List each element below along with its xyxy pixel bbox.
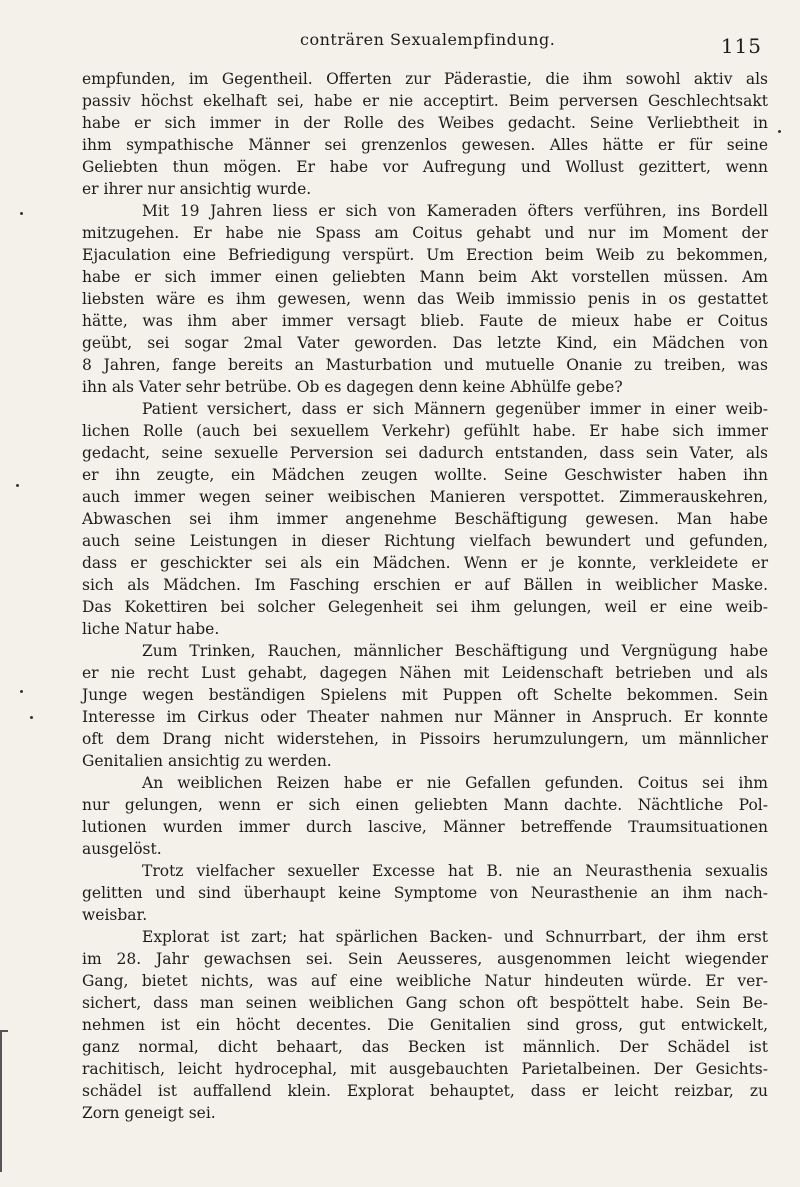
text-line: ihn als Vater sehr betrübe. Ob es dagegen denn keine Abhülfe gebe?: [82, 378, 623, 396]
paragraph: [82, 640, 768, 772]
paragraph: [82, 68, 768, 200]
text-line: Das Kokettiren bei solcher Gelegenheit sei ihm gelungen, weil er eine weib-: [82, 598, 768, 616]
text-line: passiv höchst ekelhaft sei, habe er nie acceptirt. Beim perversen Geschlechtsakt: [82, 92, 768, 110]
text-line: hätte, was ihm aber immer versagt blieb. Faute de mieux habe er Coitus: [82, 312, 768, 330]
text-line: Abwaschen sei ihm immer angenehme Beschäftigung gewesen. Man habe: [82, 510, 768, 528]
margin-mark: [20, 690, 23, 693]
text-line: nur gelungen, wenn er sich einen geliebten Mann dachte. Nächtliche Pol-: [82, 796, 768, 814]
text-line: ausgelöst.: [82, 840, 162, 858]
text-line: Explorat ist zart; hat spärlichen Backen- und Schnurrbart, der ihm erst: [142, 928, 768, 946]
text-line: Mit 19 Jahren liess er sich von Kameraden öfters verführen, ins Bordell: [142, 202, 768, 220]
text-line: ihm sympathische Männer sei grenzenlos gewesen. Alles hätte er für seine: [82, 136, 768, 154]
text-line: Junge wegen beständigen Spielens mit Puppen oft Schelte bekommen. Sein: [82, 686, 768, 704]
text-line: er ihrer nur ansichtig wurde.: [82, 180, 312, 198]
margin-mark: [16, 484, 19, 487]
text-line: geübt, sei sogar 2mal Vater geworden. Das letzte Kind, ein Mädchen von: [82, 334, 768, 352]
text-line: lutionen wurden immer durch lascive, Männer betreffende Traumsituationen: [82, 818, 768, 836]
paragraph: [82, 772, 768, 860]
text-line: Gang, bietet nichts, was auf eine weibliche Natur hindeuten würde. Er ver-: [82, 972, 768, 990]
text-line: Genitalien ansichtig zu werden.: [82, 752, 332, 770]
text-line: schädel ist auffallend klein. Explorat behauptet, dass er leicht reizbar, zu: [82, 1082, 768, 1100]
text-line: gelitten und sind überhaupt keine Symptome von Neurasthenie an ihm nach-: [82, 884, 768, 902]
margin-mark: [20, 212, 23, 215]
text-line: im 28. Jahr gewachsen sei. Sein Aeusseres, ausgenommen leicht wiegender: [82, 950, 768, 968]
page-number: 115: [720, 34, 762, 58]
text-line: weisbar.: [82, 906, 148, 924]
running-title: conträren Sexualempfindung.: [300, 30, 556, 49]
text-line: ganz normal, dicht behaart, das Becken ist männlich. Der Schädel ist: [82, 1038, 768, 1056]
text-line: gedacht, seine sexuelle Perversion sei dadurch entstanden, dass sein Vater, als: [82, 444, 768, 462]
body-text: [82, 68, 768, 1124]
text-line: er ihn zeugte, ein Mädchen zeugen wollte. Seine Geschwister haben ihn: [82, 466, 768, 484]
text-line: nehmen ist ein höcht decentes. Die Genitalien sind gross, gut entwickelt,: [82, 1016, 768, 1034]
text-line: auch immer wegen seiner weibischen Manieren verspottet. Zimmerauskehren,: [82, 488, 768, 506]
text-line: auch seine Leistungen in dieser Richtung vielfach bewundert und gefunden,: [82, 532, 768, 550]
text-line: liebsten wäre es ihm gewesen, wenn das Weib immissio penis in os gestattet: [82, 290, 768, 308]
text-line: sich als Mädchen. Im Fasching erschien er auf Bällen in weiblicher Maske.: [82, 576, 768, 594]
text-line: Interesse im Cirkus oder Theater nahmen nur Männer in Anspruch. Er konnte: [82, 708, 768, 726]
text-line: er nie recht Lust gehabt, dagegen Nähen mit Leidenschaft betrieben und als: [82, 664, 768, 682]
text-line: Trotz vielfacher sexueller Excesse hat B. nie an Neurasthenia sexualis: [142, 862, 768, 880]
text-line: empfunden, im Gegentheil. Offerten zur Päderastie, die ihm sowohl aktiv als: [82, 70, 768, 88]
text-line: Zorn geneigt sei.: [82, 1104, 216, 1122]
margin-mark: [778, 130, 781, 133]
paragraph: [82, 200, 768, 398]
text-line: habe er sich immer einen geliebten Mann beim Akt vorstellen müssen. Am: [82, 268, 768, 286]
text-line: sichert, dass man seinen weiblichen Gang schon oft bespöttelt habe. Sein Be-: [82, 994, 768, 1012]
text-line: Geliebten thun mögen. Er habe vor Aufregung und Wollust gezittert, wenn: [82, 158, 768, 176]
text-line: Patient versichert, dass er sich Männern gegenüber immer in einer weib-: [142, 400, 768, 418]
text-line: Ejaculation eine Befriedigung verspürt. Um Erection beim Weib zu bekommen,: [82, 246, 768, 264]
page-edge-mark: [0, 1030, 8, 1172]
text-line: Zum Trinken, Rauchen, männlicher Beschäftigung und Vergnügung habe: [142, 642, 768, 660]
text-line: habe er sich immer in der Rolle des Weibes gedacht. Seine Verliebtheit in: [82, 114, 768, 132]
text-line: 8 Jahren, fange bereits an Masturbation und mutuelle Onanie zu treiben, was: [82, 356, 768, 374]
paragraph: [82, 926, 768, 1124]
text-line: dass er geschickter sei als ein Mädchen. Wenn er je konnte, verkleidete er: [82, 554, 768, 572]
text-line: lichen Rolle (auch bei sexuellem Verkehr) gefühlt habe. Er habe sich immer: [82, 422, 768, 440]
running-head: [0, 24, 800, 64]
paragraph: [82, 398, 768, 640]
text-line: mitzugehen. Er habe nie Spass am Coitus gehabt und nur im Moment der: [82, 224, 768, 242]
margin-mark: [30, 716, 33, 719]
paragraph: [82, 860, 768, 926]
text-line: An weiblichen Reizen habe er nie Gefallen gefunden. Coitus sei ihm: [142, 774, 768, 792]
text-line: rachitisch, leicht hydrocephal, mit ausgebauchten Parietalbeinen. Der Gesichts-: [82, 1060, 768, 1078]
text-line: oft dem Drang nicht widerstehen, in Pissoirs herumzulungern, um männlicher: [82, 730, 768, 748]
text-line: liche Natur habe.: [82, 620, 220, 638]
